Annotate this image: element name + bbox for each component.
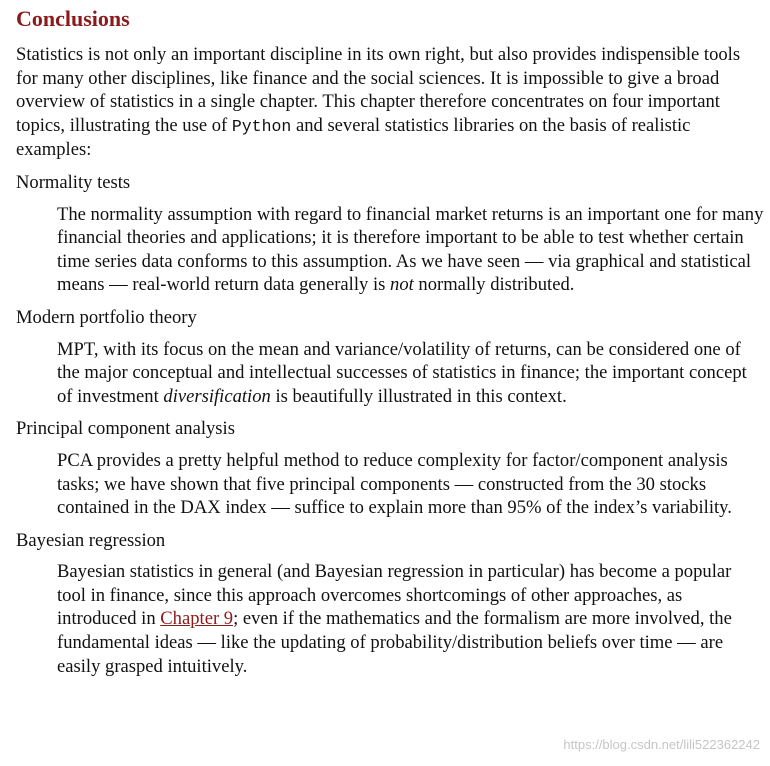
definition-text: ; even if the mathematics and the formalism are more involved, the fundamental ideas — like the updating of probability/distribution beliefs over time — are easily grasped intuitively. xyxy=(57,608,732,677)
topic-term-bayesian: Bayesian regression xyxy=(16,529,166,551)
definition-text: normally distributed. xyxy=(413,274,575,296)
topic-definition-mpt xyxy=(57,338,764,409)
intro-text-start: Statistics is not only an important discipline in its own right, but also provides indispensible tools for many other disciplines, like finance and the social sciences. It is impossible to give a broad overview of statistics in a single chapter. This chapter therefore concentrates on four important topics, illustrating the use of xyxy=(16,44,741,136)
topic-list xyxy=(16,171,764,678)
emphasis-diversification: diversification xyxy=(163,385,271,407)
topic-definition-normality xyxy=(57,203,764,297)
intro-paragraph xyxy=(16,43,764,162)
watermark: https://blog.csdn.net/lili522362242 xyxy=(563,737,760,752)
topic-definition-bayesian xyxy=(57,560,764,678)
definition-text: The normality assumption with regard to financial market returns is an important one for many financial theories and applications; it is therefore important to be able to test whether certain time series data conforms to this assumption. As we have seen — via graphical and statistical means — real-world return data generally is xyxy=(57,203,764,296)
definition-text: is beautifully illustrated in this context. xyxy=(270,385,567,407)
definition-text: MPT, with its focus on the mean and variance/volatility of returns, can be considered one of the major conceptual and intellectual successes of statistics in finance; the important concept of investment xyxy=(57,338,747,407)
topic-term-mpt: Modern portfolio theory xyxy=(16,306,197,328)
emphasis-not: not xyxy=(390,274,414,296)
topic-definition-pca: PCA provides a pretty helpful method to reduce complexity for factor/component analysis tasks; we have shown that five principal components — constructed from the 30 stocks contained in the DAX index — suffice to explain more than 95% of the index’s variability. xyxy=(57,449,732,519)
topic-term-pca: Principal component analysis xyxy=(16,418,235,440)
inline-code-python: Python xyxy=(231,116,292,136)
chapter-9-link[interactable]: Chapter 9 xyxy=(160,608,234,630)
intro-text-end: and several statistics libraries on the basis of realistic examples: xyxy=(16,114,691,161)
section-title: Conclusions xyxy=(16,6,130,31)
conclusions-section xyxy=(16,4,764,678)
definition-text: Bayesian statistics in general (and Bayesian regression in particular) has become a popular tool in finance, since this approach overcomes shortcomings of other approaches, as introduced in xyxy=(57,561,732,630)
topic-term-normality: Normality tests xyxy=(16,171,131,193)
